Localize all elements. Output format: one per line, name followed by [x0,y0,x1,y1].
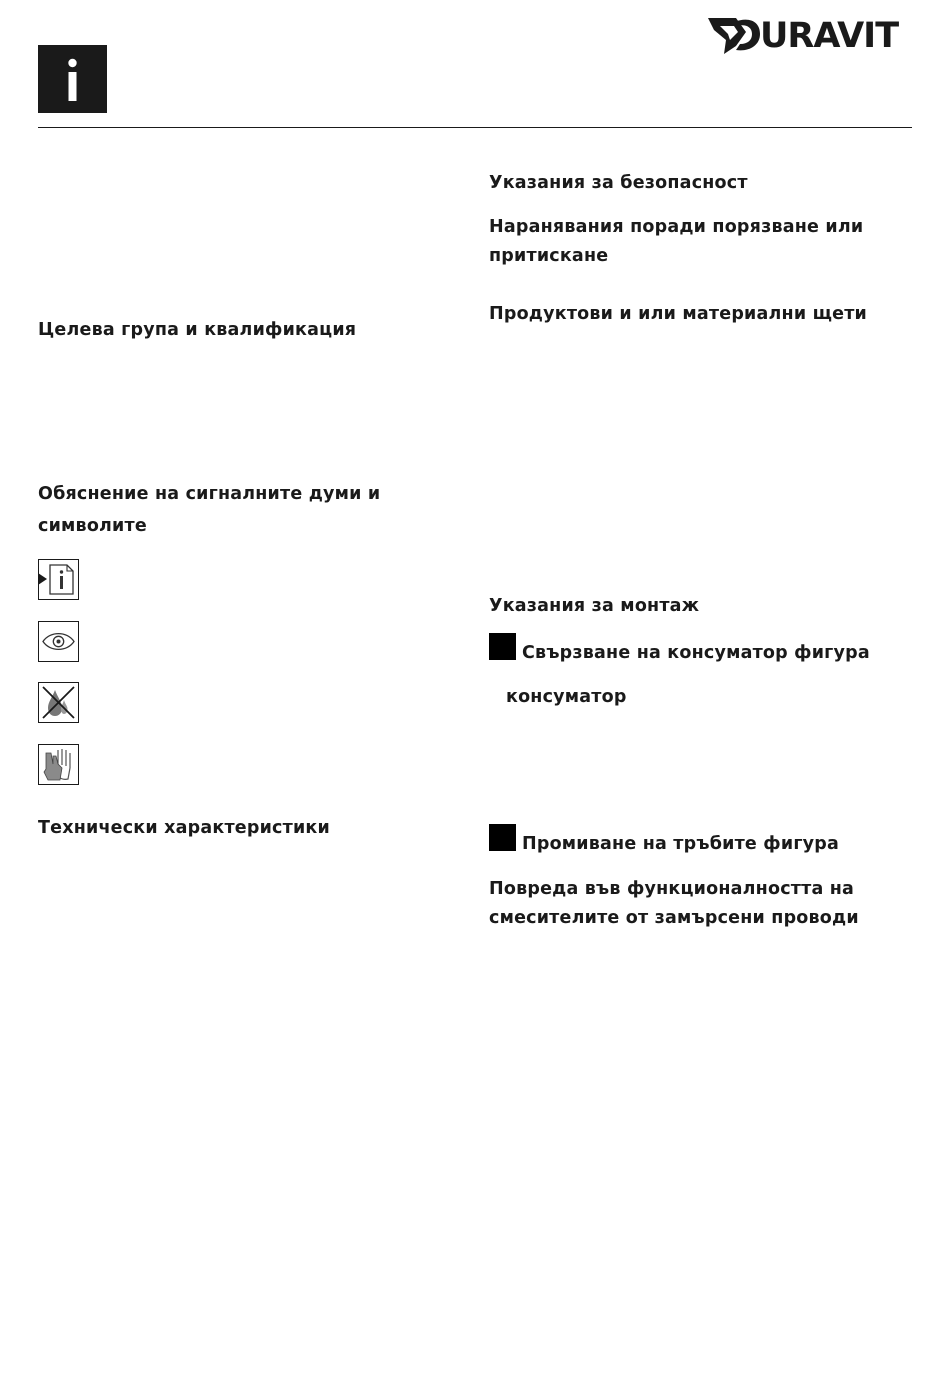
installation-heading: Указания за монтаж [489,596,700,616]
gloves-icon [38,744,79,785]
step-flush-pipes-label: Промиване на тръбите фигура [522,834,840,854]
info-document-symbol [38,559,79,600]
mixer-damage-heading: Повреда във функционалността на смесителите от замърсени проводи [489,879,859,928]
duravit-swallow-icon [706,10,914,58]
svg-text:URAVIT: URAVIT [760,16,899,56]
eye-icon [38,621,79,662]
duravit-logo [706,10,914,58]
cutting-injury-heading: Наранявания поради порязване или притискане [489,217,864,266]
consumer-label: консуматор [506,687,627,707]
target-group-heading: Целева група и квалификация [38,320,357,340]
safety-heading: Указания за безопасност [489,173,748,193]
info-symbol-box [38,45,107,113]
no-water-symbol [38,682,79,723]
info-icon [38,45,107,113]
no-water-icon [38,682,79,723]
step-marker-connect [489,633,516,660]
header-divider [38,127,912,128]
step-marker-flush [489,824,516,851]
signal-words-heading: Обяснение на сигналните думи и символите [38,484,381,536]
step-connect-consumer-label: Свързване на консуматор фигура [522,643,870,663]
gloves-symbol [38,744,79,785]
info-document-icon [38,559,79,600]
product-damage-heading: Продуктови и или материални щети [489,304,868,324]
tech-specs-heading: Технически характеристики [38,818,330,838]
eye-symbol [38,621,79,662]
